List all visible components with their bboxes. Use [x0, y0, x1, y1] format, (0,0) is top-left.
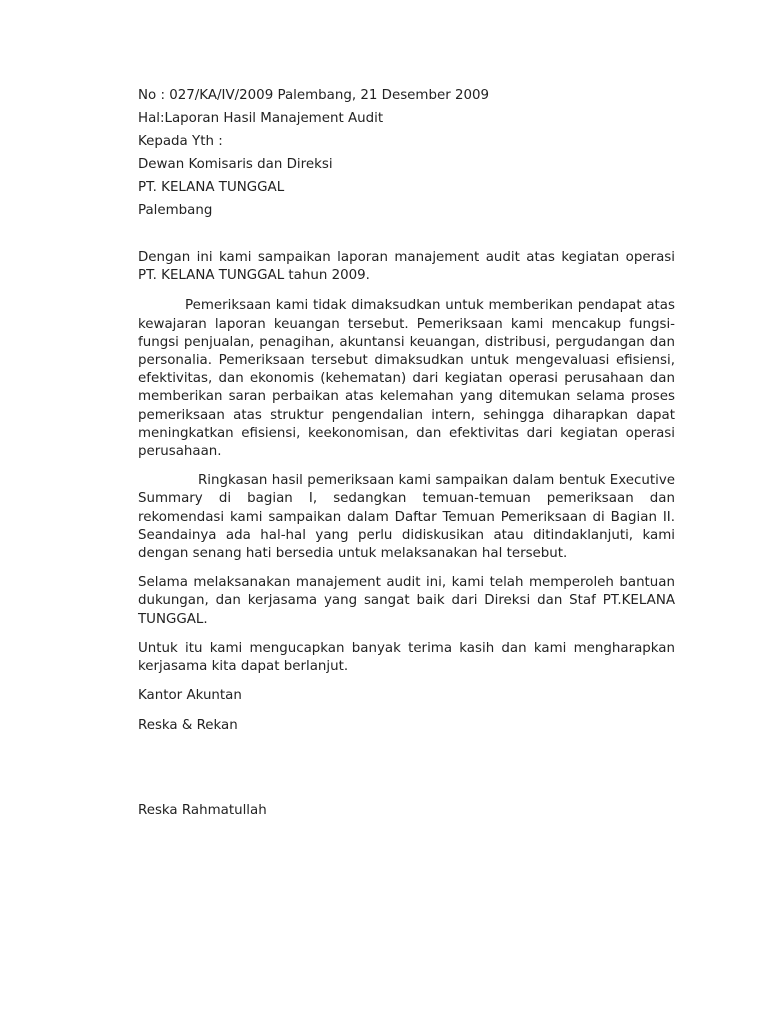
letter-body: [138, 249, 675, 676]
recipient-name: Dewan Komisaris dan Direksi: [138, 157, 333, 172]
letter-header: [138, 84, 675, 222]
closing-firm: Reska & Rekan: [138, 718, 238, 734]
body-paragraph-3: Ringkasan hasil pemeriksaan kami sampaikan dalam bentuk Executive Summary di bagian I, sedangkan temuan-temuan pemeriksaan dan rekomendasi kami sampaikan dalam Daftar Temuan Pemeriksaan di Bagian II. Seandainya ada hal-hal yang perlu didiskusikan atau ditindaklanjuti, kami dengan senang hati bersedia untuk melaksanakan hal tersebut.: [138, 473, 675, 562]
recipient-salutation: Kepada Yth :: [138, 134, 223, 149]
recipient-company: PT. KELANA TUNGGAL: [138, 180, 285, 195]
header-spacer: [138, 222, 675, 249]
letter-document: [138, 84, 675, 820]
recipient-city: Palembang: [138, 203, 213, 218]
body-paragraph-5: Untuk itu kami mengucapkan banyak terima kasih dan kami mengharapkan kerjasama kita dapat berlanjut.: [138, 640, 675, 675]
letter-closing: [138, 687, 675, 820]
body-paragraph-4: Selama melaksanakan manajement audit ini, kami telah memperoleh bantuan dukungan, dan kerjasama yang sangat baik dari Direksi dan Staf PT.KELANA TUNGGAL.: [138, 575, 675, 627]
signer-name: Reska Rahmatullah: [138, 803, 267, 819]
body-paragraph-1: Dengan ini kami sampaikan laporan manajement audit atas kegiatan operasi PT. KELANA TUNGGAL tahun 2009.: [138, 250, 675, 284]
letter-number-date: No : 027/KA/IV/2009 Palembang, 21 Desember 2009: [138, 88, 490, 103]
letter-subject: Hal:Laporan Hasil Manajement Audit: [138, 111, 384, 126]
body-paragraph-2: Pemeriksaan kami tidak dimaksudkan untuk memberikan pendapat atas kewajaran laporan keuangan tersebut. Pemeriksaan kami mencakup fungsi-fungsi penjualan, penagihan, akuntansi keuangan, distribusi, pergudangan dan personalia. Pemeriksaan tersebut dimaksudkan untuk mengevaluasi efisiensi, efektivitas, dan ekonomis (kehematan) dari kegiatan operasi perusahaan dan memberikan saran perbaikan atas kelemahan yang ditemukan selama proses pemeriksaan atas struktur pengendalian intern, sehingga diharapkan dapat meningkatkan efisiensi, keekonomisan, dan efektivitas dari kegiatan operasi perusahaan.: [138, 298, 675, 460]
closing-office: Kantor Akuntan: [138, 688, 242, 704]
